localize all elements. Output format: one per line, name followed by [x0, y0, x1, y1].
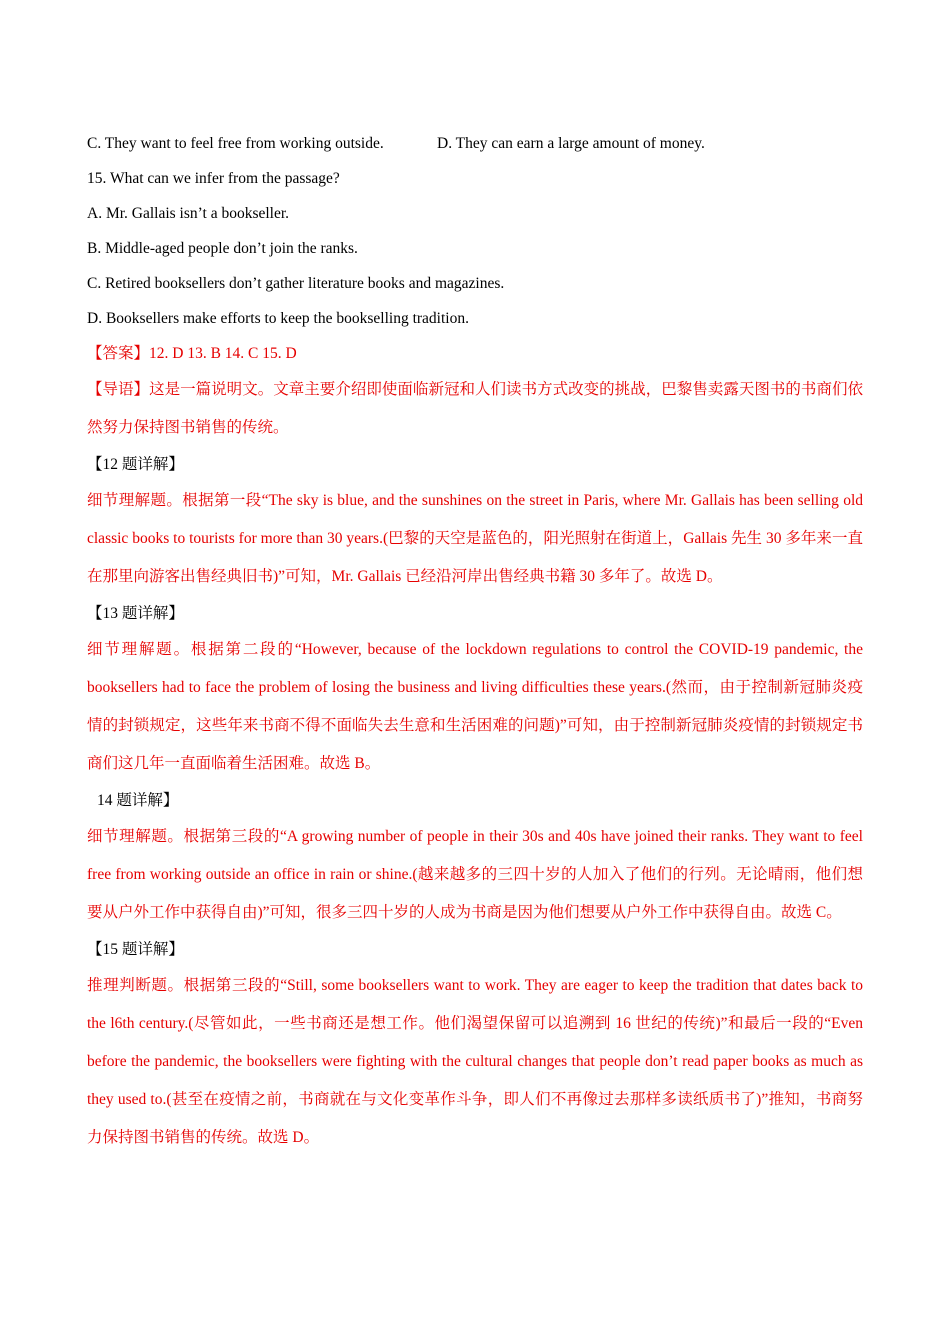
- option-14-c: C. They want to feel free from working outside.: [87, 135, 384, 152]
- q12-explanation: 细节理解题。根据第一段“The sky is blue, and the sunshines on the street in Paris, where Mr. Gallais has been selling old classic books to tourists for more than 30 years.(巴黎的天空是蓝色的，阳光照射在街道上，Gallais 先生 30 多年来一直在那里向游客出售经典旧书)”可知，Mr. Gallais 已经沿河岸出售经典书籍 30 多年了。故选 D。: [87, 492, 863, 585]
- document-page: [87, 126, 863, 1157]
- option-15-a: A. Mr. Gallais isn’t a bookseller.: [87, 205, 290, 222]
- option-15-b: B. Middle-aged people don’t join the ranks.: [87, 240, 358, 257]
- option-15-d: D. Booksellers make efforts to keep the bookselling tradition.: [87, 310, 469, 327]
- option-15-c: C. Retired booksellers don’t gather literature books and magazines.: [87, 275, 505, 292]
- question-15: 15. What can we infer from the passage?: [87, 170, 340, 187]
- q12-heading: 【12 题详解】: [87, 456, 184, 473]
- answer-key: 【答案】12. D 13. B 14. C 15. D: [87, 345, 297, 362]
- q15-explanation: 推理判断题。根据第三段的“Still, some booksellers want to work. They are eager to keep the tradition that dates back to the l6th century.(尽管如此，一些书商还是想工作。他们渴望保留可以追溯到 16 世纪的传统)”和最后一段的“Even before the pandemic, the booksellers were fighting with the cultural changes that people don’t read paper books as much as they used to.(甚至在疫情之前，书商就在与文化变革作斗争，即人们不再像过去那样多读纸质书了)”推知，书商努力保持图书销售的传统。故选 D。: [87, 977, 863, 1146]
- intro-paragraph: 【导语】这是一篇说明文。文章主要介绍即使面临新冠和人们读书方式改变的挑战，巴黎售卖露天图书的书商们依然努力保持图书销售的传统。: [87, 381, 863, 436]
- option-14-d: D. They can earn a large amount of money.: [437, 135, 705, 152]
- q14-explanation: 细节理解题。根据第三段的“A growing number of people in their 30s and 40s have joined their ranks. They want to feel free from working outside an office in rain or shine.(越来越多的三四十岁的人加入了他们的行列。无论晴雨，他们想要从户外工作中获得自由)”可知，很多三四十岁的人成为书商是因为他们想要从户外工作中获得自由。故选 C。: [87, 828, 863, 921]
- q15-heading: 【15 题详解】: [87, 941, 184, 958]
- q13-heading: 【13 题详解】: [87, 605, 184, 622]
- options-row-14: [87, 126, 863, 161]
- q14-heading: 14 题详解】: [97, 792, 179, 809]
- q13-explanation: 细节理解题。根据第二段的“However, because of the lockdown regulations to control the COVID-19 pandemic, the booksellers had to face the problem of losing the business and living difficulties these years.(然而，由于控制新冠肺炎疫情的封锁规定，这些年来书商不得不面临失去生意和生活困难的问题)”可知，由于控制新冠肺炎疫情的封锁规定书商们这几年一直面临着生活困难。故选 B。: [87, 641, 863, 772]
